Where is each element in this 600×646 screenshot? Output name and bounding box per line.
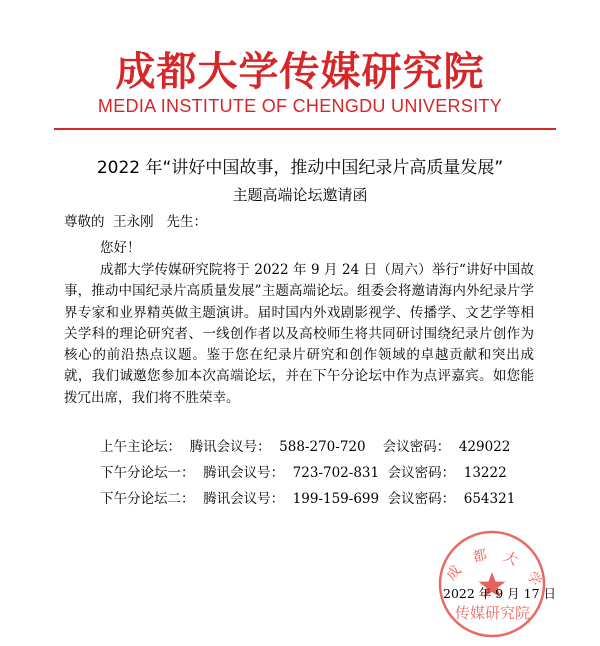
letter-body: 成都大学传媒研究院将于 2022 年 9 月 24 日（周六）举行“讲好中国故事，推动中国纪录片高质量发展”主题高端论坛。组委会将邀请海内外纪录片学界专家和业界精英做主题演讲。届时国内外戏剧影视学、传播学、文艺学等相关学科的理论研究者、一线创作者以及高校师生将共同研讨围绕纪录片创作为核心的前沿热点议题。鉴于您在纪录片研究和创作领域的卓越贡献和突出成就，我们诚邀您参加本次高端论坛，并在下午分论坛中作为点评嘉宾。如您能拨冗出席，我们将不胜荣幸。 [64, 262, 534, 406]
letter-title-line1: 2022 年“讲好中国故事，推动中国纪录片高质量发展” [96, 158, 504, 178]
seal-bottom-text: 传媒研究院 [455, 604, 531, 622]
meeting-sub-forum-2: 下午分论坛二： 腾讯会议号： 199-159-699 会议密码： 654321 [100, 491, 516, 507]
letter-title-line2: 主题高端论坛邀请函 [232, 186, 368, 204]
meeting-main-forum: 上午主论坛： 腾讯会议号： 588-270-720 会议密码： 429022 [100, 439, 511, 455]
greeting: 您好！ [100, 240, 141, 256]
letterhead-divider [54, 128, 556, 130]
meeting-sub-forum-1: 下午分论坛一： 腾讯会议号： 723-702-831 会议密码： 13222 [100, 465, 507, 481]
seal-top-text: 成 都 大 学 [443, 546, 547, 594]
org-name-chinese: 成都大学传媒研究院 [115, 49, 485, 95]
salutation: 尊敬的 王永刚 先生： [64, 214, 207, 230]
signature-date: 2022 年 9 月 17 日 [443, 586, 557, 601]
org-name-english: MEDIA INSTITUTE OF CHENGDU UNIVERSITY [97, 96, 503, 116]
